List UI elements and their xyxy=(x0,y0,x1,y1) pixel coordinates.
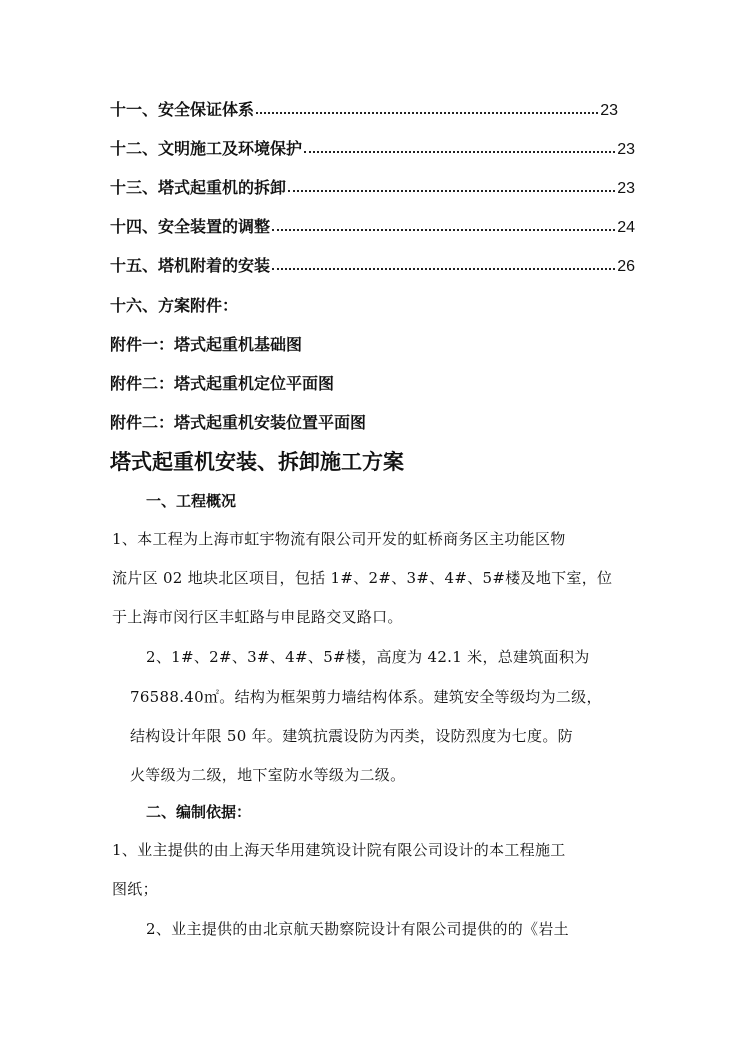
paragraph-line: 结构设计年限 50 年。建筑抗震设防为丙类，设防烈度为七度。防 xyxy=(130,727,573,745)
toc-entry-page: 23 xyxy=(617,141,635,158)
paragraph-line: 2、1#、2#、3#、4#、5#楼，高度为 42.1 米，总建筑面积为 xyxy=(146,648,590,666)
paragraph-line: 图纸； xyxy=(112,880,158,898)
paragraph-line: 1、业主提供的由上海天华用建筑设计院有限公司设计的本工程施工 xyxy=(112,841,566,859)
document-title: 塔式起重机安装、拆卸施工方案 xyxy=(110,449,404,474)
paragraph-line: 1、本工程为上海市虹宇物流有限公司开发的虹桥商务区主功能区物 xyxy=(112,530,566,548)
toc-entry-label: 十五、塔机附着的安装 xyxy=(110,256,271,275)
toc-leader-dots xyxy=(304,151,615,153)
attachment-item: 附件二：塔式起重机定位平面图 xyxy=(110,374,335,393)
toc-entry-label: 十四、安全装置的调整 xyxy=(110,217,271,236)
toc-entry[interactable] xyxy=(110,213,635,237)
section-heading: 一、工程概况 xyxy=(146,492,237,510)
paragraph-line: 2、业主提供的由北京航天勘察院设计有限公司提供的的《岩土 xyxy=(146,920,569,938)
toc-attachments-heading: 十六、方案附件： xyxy=(110,296,239,315)
section-heading: 二、编制依据： xyxy=(146,803,252,821)
paragraph-line: 于上海市闵行区丰虹路与申昆路交叉路口。 xyxy=(112,608,403,626)
toc-entry[interactable] xyxy=(110,135,635,159)
toc-leader-dots xyxy=(272,229,615,231)
toc-leader-dots xyxy=(272,268,615,270)
toc-entry-page: 26 xyxy=(617,258,635,275)
toc-leader-dots xyxy=(288,190,615,192)
toc-entry[interactable] xyxy=(110,96,618,120)
toc-entry-label: 十三、塔式起重机的拆卸 xyxy=(110,178,287,197)
toc-entry[interactable] xyxy=(110,174,635,198)
attachment-item: 附件二：塔式起重机安装位置平面图 xyxy=(110,413,367,432)
toc-leader-dots xyxy=(256,112,598,114)
toc-entry[interactable] xyxy=(110,252,635,276)
paragraph-line: 流片区 02 地块北区项目，包括 1#、2#、3#、4#、5#楼及地下室，位 xyxy=(112,569,613,587)
toc-entry-page: 23 xyxy=(600,102,618,119)
toc-entry-label: 十二、文明施工及环境保护 xyxy=(110,139,303,158)
attachment-item: 附件一：塔式起重机基础图 xyxy=(110,335,303,354)
paragraph-line: 火等级为二级，地下室防水等级为二级。 xyxy=(130,766,406,784)
toc-entry-page: 23 xyxy=(617,180,635,197)
toc-entry-page: 24 xyxy=(617,219,635,236)
toc-entry-label: 十一、安全保证体系 xyxy=(110,100,255,119)
paragraph-line: 76588.40㎡。结构为框架剪力墙结构体系。建筑安全等级均为二级， xyxy=(130,688,602,706)
